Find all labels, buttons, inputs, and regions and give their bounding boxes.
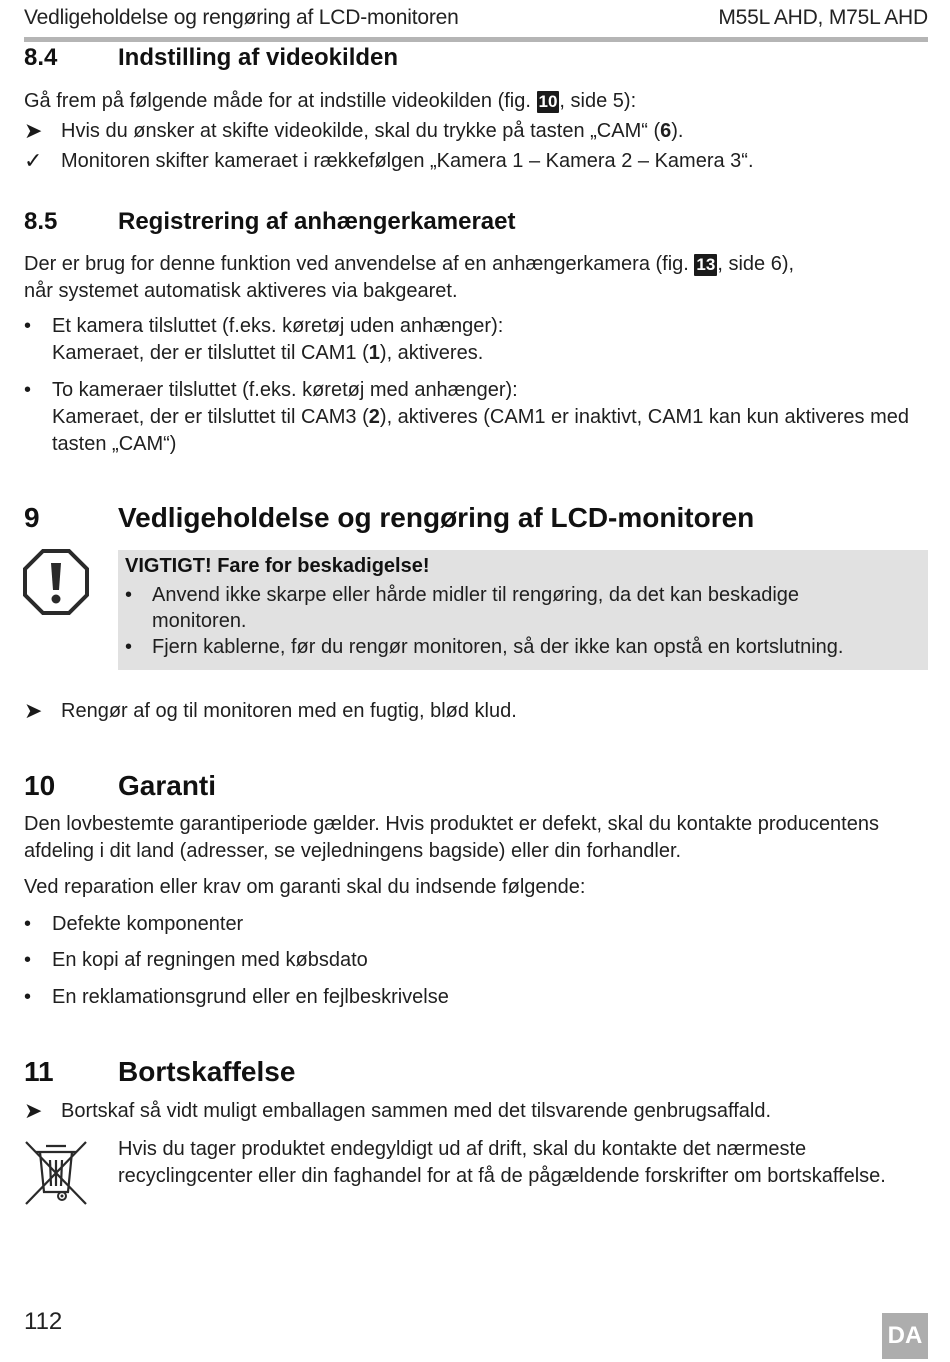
running-header-right: M55L AHD, M75L AHD	[718, 6, 928, 29]
check-icon: ✓	[24, 148, 43, 173]
bullet-icon: •	[24, 379, 32, 401]
section-number-10: 10	[24, 770, 56, 801]
paragraph-10-1: Den lovbestemte garantiperiode gælder. Hvis produktet er defekt, skal du kontakte producentens afdeling i dit land (adresser, se vejledningens bagside) eller din forhandler.	[24, 813, 879, 862]
step-9: Rengør af og til monitoren med en fugtig, blød klud.	[61, 700, 517, 722]
figure-ref-badge: 13	[696, 255, 716, 274]
bullet-icon: •	[125, 584, 133, 606]
section-title-8-5: Registrering af anhængerkameraet	[118, 208, 516, 235]
arrow-icon: ➤	[24, 118, 43, 143]
list-item: En reklamationsgrund eller en fejlbeskrivelse	[52, 986, 449, 1008]
section-title-11: Bortskaffelse	[118, 1056, 296, 1087]
warning-item-1: Anvend ikke skarpe eller hårde midler til rengøring, da det kan beskadige monitoren.	[152, 584, 800, 632]
bullet-icon: •	[24, 315, 32, 337]
language-tab: DA	[882, 1313, 928, 1359]
section-number-9: 9	[24, 502, 40, 533]
step-11: Bortskaf så vidt muligt emballagen sammen med det tilsvarende genbrugsaffald.	[61, 1100, 772, 1122]
list-item: Defekte komponenter	[52, 913, 244, 935]
arrow-icon: ➤	[24, 698, 43, 723]
section-number-8-5: 8.5	[24, 208, 58, 235]
crossed-bin-icon	[22, 1138, 90, 1208]
list-item-two-cameras: To kameraer tilsluttet (f.eks. køretøj med anhænger): Kameraet, der er tilsluttet til CAM3 (2), aktiveres (CAM1 er inaktivt, CAM1 kan kun aktiveres med tasten „CAM“)	[52, 379, 909, 455]
page-number: 112	[24, 1308, 63, 1335]
arrow-icon: ➤	[24, 1098, 43, 1123]
disposal-note: Hvis du tager produktet endegyldigt ud af drift, skal du kontakte det nærmeste recyclingcenter eller din faghandel for at få de pågældende forskrifter om bortskaffelse.	[118, 1138, 886, 1187]
section-number-8-4: 8.4	[24, 44, 58, 71]
paragraph-8-4-intro: Gå frem på følgende måde for at indstille videokilden (fig. 10 , side 5):	[24, 90, 637, 112]
paragraph-8-5-intro: Der er brug for denne funktion ved anvendelse af en anhængerkamera (fig. 13 , side 6), når systemet automatisk aktiveres via bakgearet.	[24, 253, 795, 302]
step-8-4: Hvis du ønsker at skifte videokilde, skal du trykke på tasten „CAM“ (6).	[61, 120, 684, 142]
bullet-icon: •	[125, 636, 133, 658]
section-number-11: 11	[24, 1056, 54, 1087]
bullet-icon: •	[24, 986, 32, 1008]
running-header-left: Vedligeholdelse og rengøring af LCD-monitoren	[24, 6, 459, 29]
section-title-10: Garanti	[118, 770, 217, 801]
warning-item-2: Fjern kablerne, før du rengør monitoren, så der ikke kan opstå en kortslutning.	[152, 636, 844, 658]
figure-ref-badge: 10	[538, 92, 558, 111]
warning-octagon-icon	[22, 548, 90, 616]
section-title-8-4: Indstilling af videokilden	[118, 44, 399, 71]
bullet-icon: •	[24, 913, 32, 935]
list-item: En kopi af regningen med købsdato	[52, 949, 368, 971]
warning-title: VIGTIGT! Fare for beskadigelse!	[125, 555, 430, 577]
header-rule	[24, 37, 928, 42]
list-item-one-camera: Et kamera tilsluttet (f.eks. køretøj uden anhænger): Kameraet, der er tilsluttet til CAM1 (1), aktiveres.	[52, 315, 504, 364]
bullet-icon: •	[24, 949, 32, 971]
section-title-9: Vedligeholdelse og rengøring af LCD-monitoren	[118, 502, 755, 533]
result-8-4: Monitoren skifter kameraet i rækkefølgen „Kamera 1 – Kamera 2 – Kamera 3“.	[61, 150, 754, 172]
paragraph-10-2: Ved reparation eller krav om garanti skal du indsende følgende:	[24, 876, 586, 898]
